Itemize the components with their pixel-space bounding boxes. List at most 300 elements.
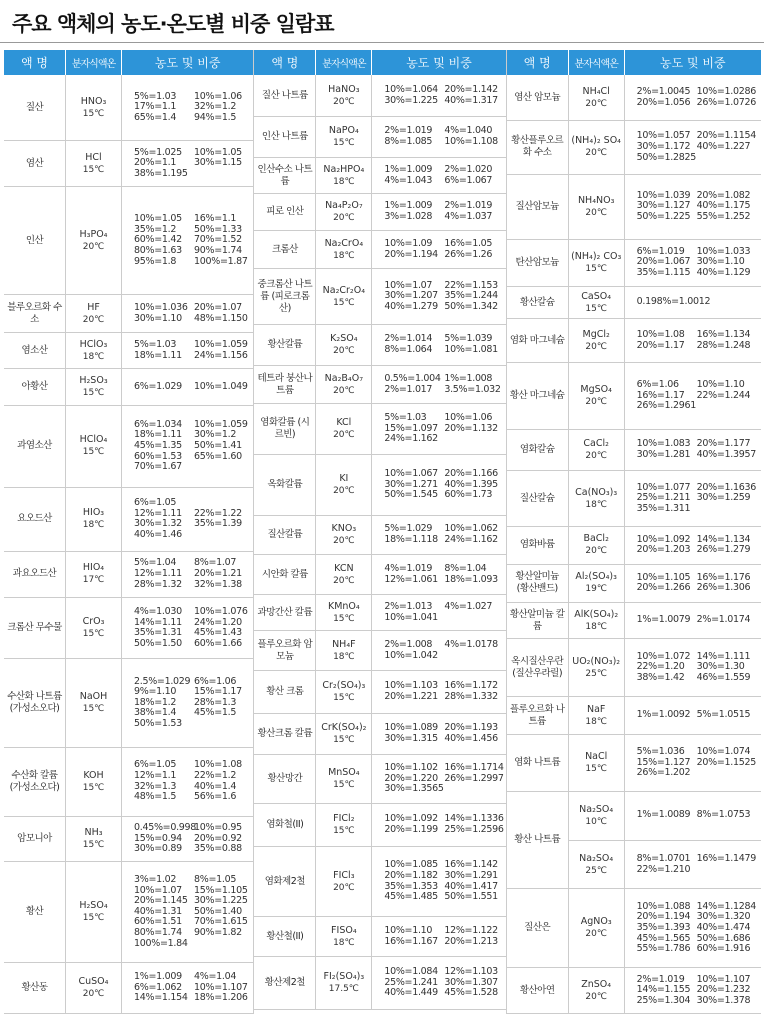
concentration-value: 10%=1.064: [384, 83, 438, 95]
concentration-value: 20%=1.082: [696, 189, 751, 201]
concentration-gravity-list: [637, 87, 756, 108]
chemical-formula: HF: [87, 301, 100, 313]
formula-cell: [66, 598, 122, 659]
concentration-value: 35%=0.88: [194, 843, 242, 855]
concentration-gravity-list: [637, 615, 751, 626]
liquid-temperature: 17℃: [82, 575, 105, 586]
data-cell: [122, 748, 253, 816]
concentration-value: 28%=1.248: [696, 339, 751, 351]
concentration-value: 38%=1.195: [134, 167, 188, 179]
formula-cell: [66, 659, 122, 746]
concentration-value: 30%=1.207: [384, 290, 438, 302]
chemical-formula: KNO₃: [331, 523, 357, 534]
concentration-value: 30%=1.378: [696, 994, 751, 1006]
table-row: [507, 968, 761, 1014]
liquid-temperature: 20℃: [585, 98, 607, 109]
concentration-value: 2%=1.019: [636, 973, 685, 985]
table-row: [4, 406, 253, 488]
concentration-value: 8%=1.04: [444, 562, 487, 574]
chemical-formula: HaNO₃: [328, 83, 360, 95]
concentration-value: 25%=1.2596: [444, 824, 504, 835]
data-cell: [372, 555, 505, 594]
liquid-name: 요오드산: [4, 488, 66, 551]
concentration-value: 30%=1.32: [134, 518, 182, 530]
liquid-name: 황산크롬 칼륨: [254, 714, 316, 754]
concentration-value: 48%=1.150: [194, 312, 248, 324]
concentration-value: 8%=1.0701: [636, 852, 691, 864]
formula-cell: [66, 552, 122, 597]
data-cell: [625, 735, 761, 791]
concentration-value: 20%=1.21: [194, 568, 242, 580]
concentration-value: 40%=1.46: [134, 528, 182, 540]
data-cell: [625, 75, 761, 120]
liquid-name: 황산 마그네슘: [507, 363, 569, 428]
formula-cell: [569, 889, 625, 967]
concentration-value: 4%=1.043: [384, 174, 433, 186]
chemical-formula: Cr₂(SO₄)₃: [322, 680, 366, 691]
concentration-value: 4%=1.037: [444, 211, 493, 222]
concentration-value: 10%=1.108: [444, 136, 498, 147]
concentration-value: 8%=1.085: [384, 136, 433, 147]
concentration-value: 6%=1.05: [134, 759, 177, 771]
concentration-value: 20%=1.1154: [696, 130, 756, 142]
liquid-name: 옥시질산우란 (질산우라릴): [507, 639, 569, 695]
concentration-value: 30%=1.291: [444, 869, 498, 881]
data-cell: [122, 598, 253, 659]
liquid-name: 염화칼슘: [507, 430, 569, 470]
concentration-value: 50%=1.545: [384, 489, 438, 501]
concentration-value: 22%=1.22: [194, 507, 242, 519]
liquid-name: 탄산암모늄: [507, 240, 569, 286]
concentration-value: 10%=1.033: [696, 245, 751, 257]
liquid-name: 황산칼슘: [507, 287, 569, 319]
concentration-value: 6%=1.06: [194, 675, 237, 687]
concentration-value: 50%=1.342: [444, 300, 498, 312]
concentration-value: 10%=1.049: [194, 380, 248, 392]
chemical-formula: Na₂SO₄: [579, 803, 614, 815]
concentration-value: 10%=1.06: [194, 90, 242, 102]
concentration-value: 15%=0.94: [134, 832, 182, 844]
chemical-formula: HClO₄: [79, 434, 108, 446]
chemical-formula: UO₂(NO₃)₂: [572, 655, 621, 667]
table-row: [507, 240, 761, 287]
formula-cell: [66, 187, 122, 294]
header-name: 액 명: [254, 50, 316, 75]
concentration-value: 18%=1.118: [384, 534, 438, 545]
table-row: [4, 659, 253, 747]
concentration-value: 4%=1.019: [384, 562, 433, 574]
concentration-value: 35%=1.244: [444, 290, 498, 302]
liquid-temperature: 25℃: [585, 865, 607, 876]
formula-cell: [316, 231, 372, 268]
concentration-value: 10%=0.95: [194, 822, 242, 834]
concentration-value: 10%=1.059: [194, 339, 248, 351]
concentration-value: 10%=1.057: [636, 130, 691, 142]
concentration-value: 22%=1.2: [194, 769, 237, 781]
concentration-value: 14%=1.111: [696, 650, 751, 662]
concentration-value: 10%=1.07: [134, 884, 182, 896]
concentration-gravity-list: [134, 875, 248, 949]
concentration-value: 10%=1.036: [134, 302, 188, 314]
data-cell: [122, 963, 253, 1013]
concentration-value: 94%=1.5: [194, 111, 237, 123]
liquid-name: 황산철(II): [254, 917, 316, 956]
liquid-name: 황산칼륨: [254, 325, 316, 365]
liquid-name: 암모니아: [4, 817, 66, 862]
concentration-value: 50%=1.686: [696, 932, 751, 944]
concentration-value: 0.198%=1.0012: [636, 296, 711, 308]
concentration-value: 30%=1.225: [384, 94, 438, 106]
concentration-value: 28%=1.3: [194, 696, 237, 708]
chemical-formula: Al₂(SO₄)₃: [575, 571, 617, 583]
table-row: [507, 363, 761, 429]
formula-cell: [569, 527, 625, 563]
data-cell: [372, 631, 505, 670]
concentration-value: 20%=1.17: [636, 339, 685, 351]
liquid-name: 과염소산: [4, 406, 66, 487]
data-cell: [122, 659, 253, 746]
formula-cell: [316, 755, 372, 803]
concentration-value: 2%=1.019: [384, 125, 433, 137]
concentration-value: 20%=1.132: [444, 422, 498, 434]
chemical-formula: Na₂CrO₄: [324, 237, 364, 249]
data-cell: [122, 187, 253, 294]
table-row: [254, 75, 505, 117]
data-cell: [122, 817, 253, 862]
concentration-value: 50%=1.2825: [636, 151, 696, 163]
data-cell: [372, 847, 505, 916]
concentration-value: 6%=1.05: [134, 497, 177, 509]
concentration-value: 20%=1.221: [384, 691, 438, 702]
concentration-value: 20%=1.220: [384, 772, 438, 784]
concentration-value: 6%=1.019: [636, 245, 685, 257]
concentration-gravity-list: [637, 710, 751, 721]
chemical-formula: Ca(NO₃)₃: [575, 486, 618, 498]
liquid-name: 황산아연: [507, 968, 569, 1013]
concentration-value: 8%=1.05: [194, 873, 237, 885]
concentration-value: 24%=1.156: [194, 349, 248, 361]
data-cell: [372, 804, 505, 846]
concentration-value: 10%=1.074: [696, 746, 751, 758]
liquid-temperature: 15℃: [82, 704, 105, 714]
formula-cell: [66, 963, 122, 1013]
table-row: [507, 527, 761, 564]
table-header: [4, 50, 253, 75]
table-row: [254, 455, 505, 516]
concentration-value: 30%=1.307: [444, 976, 498, 988]
data-cell: [372, 194, 505, 230]
formula-cell: [569, 75, 625, 120]
table-row: [254, 194, 505, 231]
formula-cell: [569, 240, 625, 286]
concentration-value: 0.5%=1.004: [384, 372, 441, 384]
chemical-formula: FI₂(SO₄)₃: [323, 971, 365, 982]
concentration-value: 16%=1.172: [444, 680, 498, 692]
chemical-formula: NaCl: [585, 751, 608, 762]
concentration-value: 20%=1.203: [636, 544, 691, 556]
liquid-name: 염화 나트륨: [507, 735, 569, 791]
chemical-formula: NH₃: [84, 826, 103, 838]
concentration-value: 40%=1.3957: [696, 448, 756, 460]
table-row: [4, 748, 253, 817]
liquid-temperature: 20℃: [333, 385, 355, 396]
formula-cell: [569, 175, 625, 239]
concentration-value: 12%=1.11: [134, 568, 182, 580]
data-cell: [372, 455, 505, 515]
liquid-temperature: 18℃: [333, 651, 355, 662]
data-cell: [122, 295, 253, 332]
concentration-value: 20%=1.193: [444, 722, 498, 734]
concentration-value: 22%=1.244: [696, 389, 751, 401]
concentration-value: 10%=1.067: [384, 468, 438, 480]
concentration-value: 10%=1.062: [444, 523, 498, 535]
concentration-value: 10%=1.076: [194, 605, 248, 617]
concentration-value: 1%=1.009: [134, 970, 182, 982]
concentration-gravity-list: [134, 382, 248, 393]
concentration-value: 10%=1.092: [384, 813, 438, 825]
liquid-temperature: 15℃: [82, 782, 105, 793]
concentration-value: 20%=1.1636: [696, 481, 756, 493]
table-row: [507, 735, 761, 792]
chemical-formula: KOH: [83, 769, 104, 781]
concentration-value: 5%=1.029: [384, 523, 433, 535]
formula-cell: [316, 404, 372, 454]
table-row: [507, 792, 761, 890]
liquid-name: 염화제2철: [254, 847, 316, 916]
concentration-value: 20%=1.199: [384, 824, 438, 835]
formula-cell: [569, 565, 625, 602]
concentration-value: 9%=1.10: [134, 686, 177, 698]
concentration-value: 10%=1.085: [384, 859, 438, 871]
concentration-value: 40%=1.175: [696, 200, 751, 212]
table-row: [254, 957, 505, 1010]
chemical-formula: Na₂HPO₄: [323, 163, 365, 175]
formula-cell: [316, 75, 372, 116]
liquid-name: 황산알미늄 칼륨: [507, 603, 569, 638]
sub-row-group: [569, 792, 761, 889]
concentration-value: 12%=1.122: [444, 924, 498, 936]
table-row: [507, 319, 761, 363]
concentration-gravity-list: [637, 747, 756, 779]
liquid-temperature: 20℃: [585, 929, 607, 940]
concentration-gravity-list: [384, 374, 500, 395]
concentration-value: 45%=1.565: [636, 932, 691, 944]
liquid-name: 황산알미늄 (황산밴드): [507, 565, 569, 602]
liquid-name: 염산: [4, 141, 66, 186]
concentration-value: 48%=1.5: [134, 791, 177, 803]
concentration-value: 60%=1.73: [444, 489, 493, 501]
concentration-value: 14%=1.154: [134, 992, 188, 1004]
formula-cell: [66, 369, 122, 405]
liquid-temperature: 15℃: [333, 735, 355, 745]
table-row: [4, 295, 253, 333]
concentration-value: 40%=1.474: [696, 921, 751, 933]
concentration-value: 10%=1.102: [384, 762, 438, 774]
formula-cell: [66, 817, 122, 862]
concentration-value: 10%=1.039: [636, 189, 691, 201]
concentration-value: 30%=1.259: [696, 492, 751, 504]
concentration-value: 10%=1.059: [194, 418, 248, 430]
concentration-value: 10%=1.107: [696, 973, 751, 985]
concentration-value: 30%=1.320: [696, 911, 751, 923]
liquid-name: 염화칼륨 (시르빈): [254, 404, 316, 454]
concentration-value: 35%=1.353: [384, 880, 438, 892]
concentration-value: 2%=1.0045: [636, 85, 691, 97]
concentration-value: 28%=1.332: [444, 691, 498, 702]
concentration-value: 10%=1.107: [194, 981, 248, 993]
sub-row: [569, 841, 761, 889]
concentration-value: 10%=1.103: [384, 680, 438, 692]
chemical-formula: NH₄F: [332, 638, 356, 650]
table-row: [4, 369, 253, 406]
concentration-value: 40%=1.317: [444, 94, 498, 106]
concentration-value: 15%=1.17: [194, 686, 242, 698]
concentration-value: 35%=1.393: [636, 921, 691, 933]
formula-cell: [66, 488, 122, 551]
table-row: [254, 755, 505, 804]
data-cell: [122, 333, 253, 368]
liquid-name: 인산: [4, 187, 66, 294]
concentration-gravity-list: [134, 303, 248, 324]
liquid-name: 과요오드산: [4, 552, 66, 597]
concentration-value: 45%=1.35: [134, 439, 182, 451]
concentration-value: 46%=1.559: [696, 671, 751, 683]
formula-cell: [316, 957, 372, 1009]
data-cell: [372, 755, 505, 803]
concentration-value: 12%=1.061: [384, 573, 438, 585]
concentration-value: 60%=1.42: [134, 234, 182, 246]
concentration-value: 50%=1.41: [194, 439, 242, 451]
concentration-value: 20%=1.177: [696, 438, 751, 450]
concentration-value: 40%=1.31: [134, 905, 182, 917]
concentration-value: 10%=1.10: [384, 924, 433, 936]
concentration-value: 10%=1.042: [384, 649, 438, 661]
data-cell: [372, 516, 505, 554]
liquid-name: 질산은: [507, 889, 569, 967]
concentration-value: 10%=1.092: [636, 533, 691, 545]
concentration-value: 5%=1.03: [384, 412, 427, 424]
concentration-value: 4%=1.030: [134, 605, 182, 617]
liquid-temperature: 15℃: [82, 108, 105, 119]
concentration-value: 56%=1.6: [194, 791, 237, 803]
chemical-formula: NH₄NO₃: [577, 194, 615, 206]
chemical-formula: NaF: [586, 703, 606, 715]
concentration-value: 5%=1.03: [134, 339, 177, 351]
data-cell: [372, 714, 505, 754]
concentration-gravity-list: [637, 535, 751, 556]
concentration-value: 2%=1.019: [444, 200, 493, 212]
concentration-value: 12%=1.11: [134, 507, 182, 519]
data-cell: [122, 552, 253, 597]
concentration-gravity-list: [637, 483, 756, 515]
formula-cell: [66, 141, 122, 186]
chemical-formula: H₃PO₄: [79, 228, 108, 240]
chemical-formula: NaPO₄: [328, 125, 359, 136]
concentration-value: 6%=1.029: [134, 380, 182, 392]
concentration-value: 80%=1.63: [134, 245, 182, 257]
concentration-value: 26%=1.279: [696, 544, 751, 556]
liquid-temperature: 20℃: [333, 486, 355, 496]
concentration-value: 26%=1.0726: [696, 96, 756, 108]
concentration-value: 50%=1.551: [444, 891, 498, 903]
formula-cell: [316, 804, 372, 846]
liquid-name: 인산수소 나트륨: [254, 158, 316, 193]
liquid-name: 크롬산 무수물: [4, 598, 66, 659]
concentration-value: 1%=1.009: [384, 163, 433, 175]
table-row: [254, 555, 505, 595]
concentration-value: 4%=1.027: [444, 600, 493, 612]
concentration-value: 14%=1.1284: [696, 900, 756, 912]
concentration-value: 10%=1.05: [194, 146, 242, 158]
chemical-formula: Na₂Cr₂O₄: [322, 284, 366, 296]
table-row: [4, 333, 253, 369]
concentration-value: 50%=1.33: [194, 223, 242, 235]
table-row: [254, 847, 505, 917]
table-row: [4, 963, 253, 1014]
concentration-value: 30%=1.315: [384, 733, 438, 744]
chemical-formula: (NH₄)₂ CO₃: [571, 250, 622, 262]
concentration-gravity-list: [134, 148, 242, 180]
header-name: 액 명: [507, 50, 569, 75]
table-row: [254, 325, 505, 366]
concentration-value: 60%=1.66: [194, 637, 242, 649]
concentration-value: 10%=1.05: [134, 213, 182, 225]
data-cell: [625, 287, 761, 319]
concentration-value: 90%=1.74: [194, 245, 242, 257]
concentration-value: 40%=1.227: [696, 141, 751, 153]
data-cell: [625, 968, 761, 1013]
concentration-value: 40%=1.4: [194, 780, 237, 792]
formula-cell: [316, 714, 372, 754]
concentration-value: 95%=1.8: [134, 255, 177, 267]
concentration-value: 18%=1.11: [134, 349, 182, 361]
chemical-formula: ZnSO₄: [581, 978, 612, 990]
liquid-name: 염화철(II): [254, 804, 316, 846]
concentration-gravity-list: [384, 926, 498, 947]
table-column-2: [254, 50, 506, 1014]
formula-cell: [316, 366, 372, 403]
liquid-name: 질산 나트륨: [254, 75, 316, 116]
concentration-value: 10%=1.08: [194, 759, 242, 771]
liquid-name: 수산화 나트륨 (가성소오다): [4, 659, 66, 746]
concentration-value: 35%=1.31: [134, 627, 182, 639]
data-cell: [122, 862, 253, 961]
concentration-value: 20%=1.1525: [696, 756, 756, 768]
concentration-value: 40%=1.456: [444, 733, 498, 744]
liquid-name: 염화바륨: [507, 527, 569, 563]
liquid-temperature: 17.5℃: [328, 984, 359, 994]
chemical-formula: HIO₄: [82, 562, 105, 574]
liquid-temperature: 15℃: [82, 447, 105, 458]
concentration-value: 20%=1.067: [636, 256, 691, 268]
liquid-temperature: 15℃: [82, 839, 105, 850]
concentration-value: 25%=1.304: [636, 994, 691, 1006]
concentration-value: 40%=1.279: [384, 300, 438, 312]
concentration-gravity-list: [384, 334, 498, 355]
sub-row: [569, 792, 761, 841]
header-data: 농도 및 비중: [406, 56, 472, 70]
data-cell: [625, 319, 761, 362]
liquid-name: 황산 나트륨: [507, 792, 569, 889]
liquid-temperature: 15℃: [333, 693, 355, 703]
concentration-value: 14%=1.1336: [444, 813, 504, 825]
chemical-formula: CaCl₂: [583, 437, 609, 449]
data-cell: [122, 406, 253, 487]
concentration-value: 16%=1.17: [636, 389, 685, 401]
concentration-value: 65%=1.4: [134, 111, 177, 123]
concentration-value: 6%=1.034: [134, 418, 182, 430]
concentration-value: 40%=1.417: [444, 880, 498, 892]
